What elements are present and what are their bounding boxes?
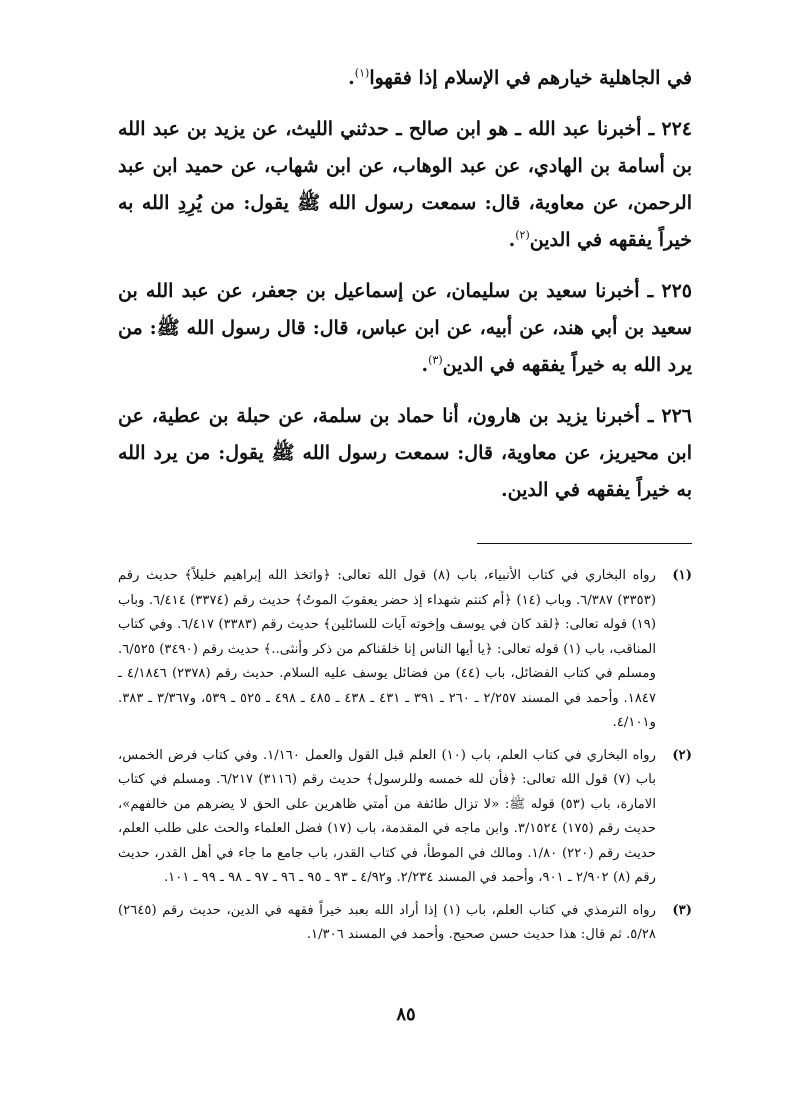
footnote-1	[118, 564, 692, 736]
footnote-3	[118, 899, 692, 948]
footnote-divider	[477, 543, 692, 544]
hadith-224: ٢٢٤ ـ أخبرنا عبد الله ـ هو ابن صالح ـ حدثني الليث، عن يزيد بن عبد الله بن أسامة بن الهادي، عن عبد الوهاب، عن ابن شهاب، عن حميد ابن عبد الرحمن، عن معاوية، قال: سمعت رسول الله ﷺ يقول: من يُرِدِ الله به خيراً يفقهه في الدين$^{(٢)}$.	[118, 118, 692, 251]
page-number: ٨٥	[396, 1004, 416, 1025]
footnote-ref: (٣)	[428, 353, 443, 367]
hadith-225: ٢٢٥ ـ أخبرنا سعيد بن سليمان، عن إسماعيل بن جعفر، عن عبد الله بن سعيد بن أبي هند، عن أبيه، عن ابن عباس، قال: قال رسول الله ﷺ: من يرد الله به خيراً يفقهه في الدين$^{(٣)}$.	[118, 280, 692, 376]
footnotes	[118, 564, 692, 948]
footnote-ref: (٢)	[515, 228, 530, 242]
hadith-226: ٢٢٦ ـ أخبرنا يزيد بن هارون، أنا حماد بن سلمة، عن حبلة بن عطية، عن ابن محيريز، عن معاوية، قال: سمعت رسول الله ﷺ يقول: من يرد الله به خيراً يفقهه في الدين.	[118, 405, 692, 501]
continuation-line: في الجاهلية خيارهم في الإسلام إذا فقهوا$^{(١)}$.	[348, 66, 692, 89]
footnote-number: (٣)	[672, 902, 692, 918]
footnote-text: رواه البخاري في كتاب العلم، باب (١٠) العلم قبل القول والعمل ١/١٦٠. وفي كتاب فرض الخمس، باب (٧) قول الله تعالى: ﴿فأن لله خمسه وللرسول﴾ حديث رقم (٣١١٦) ٦/٢١٧. ومسلم في كتاب الامارة، باب (٥٣) قوله ﷺ: «لا تزال طائفة من أمتي ظاهرين على الحق لا يضرهم من خالفهم»، حديث رقم (١٧٥) ٣/١٥٢٤. وابن ماجه في المقدمة، باب (١٧) فضل العلماء والحث على طلب العلم، حديث رقم (٢٢٠) ١/٨٠. ومالك في الموطأ، في كتاب القدر، باب جامع ما جاء في أهل القدر، حديث رقم (٨) ٢/٩٠٢ ـ ٩٠١، وأحمد في المسند ٢/٢٣٤. و٤/٩٢ ـ ٩٣ ـ ٩٥ ـ ٩٦ ـ ٩٧ ـ ٩٨ ـ ٩٩ ـ ١٠١.	[118, 747, 657, 885]
main-text	[118, 60, 692, 509]
footnote-number: (١)	[672, 568, 692, 583]
footnote-number: (٢)	[672, 747, 692, 763]
footnote-ref: (١)	[354, 66, 370, 80]
footnote-2	[118, 744, 692, 891]
footnote-text: رواه الترمذي في كتاب العلم، باب (١) إذا أراد الله بعبد خيراً فقهه في الدين، حديث رقم (٢٦٤٥) ٥/٢٨. ثم قال: هذا حديث حسن صحيح. وأحمد في المسند ١/٣٠٦.	[118, 902, 656, 942]
footnote-text: رواه البخاري في كتاب الأنبياء، باب (٨) قول الله تعالى: ﴿واتخذ الله إبراهيم خليلاً﴾ حديث رقم (٣٣٥٣) ٦/٣٨٧. وباب (١٤) ﴿أم كنتم شهداء إذ حضر يعقوبَ الموتُ﴾ حديث رقم (٣٣٧٤) ٦/٤١٤. وباب (١٩) قوله تعالى: ﴿لقد كان في يوسف وإخوته آيات للسائلين﴾ حديث رقم (٣٣٨٣) ٦/٤١٧. وفي كتاب المناقب، باب (١) قوله تعالى: ﴿يا أيها الناس إنا خلقناكم من ذكر وأنثى..﴾ حديث رقم (٣٤٩٠) ٦/٥٢٥. ومسلم في كتاب الفضائل، باب (٤٤) من فضائل يوسف عليه السلام. حديث رقم (٢٣٧٨) ٤/١٨٤٦ ـ ١٨٤٧. وأحمد في المسند ٢/٢٥٧ ـ ٢٦٠ ـ ٣٩١ ـ ٤٣١ ـ ٤٣٨ ـ ٤٨٥ ـ ٤٩٨ ـ ٥٢٥ ـ ٥٣٩، و٣/٣٦٧ ـ ٣٨٣. و٤/١٠١.	[118, 568, 657, 730]
